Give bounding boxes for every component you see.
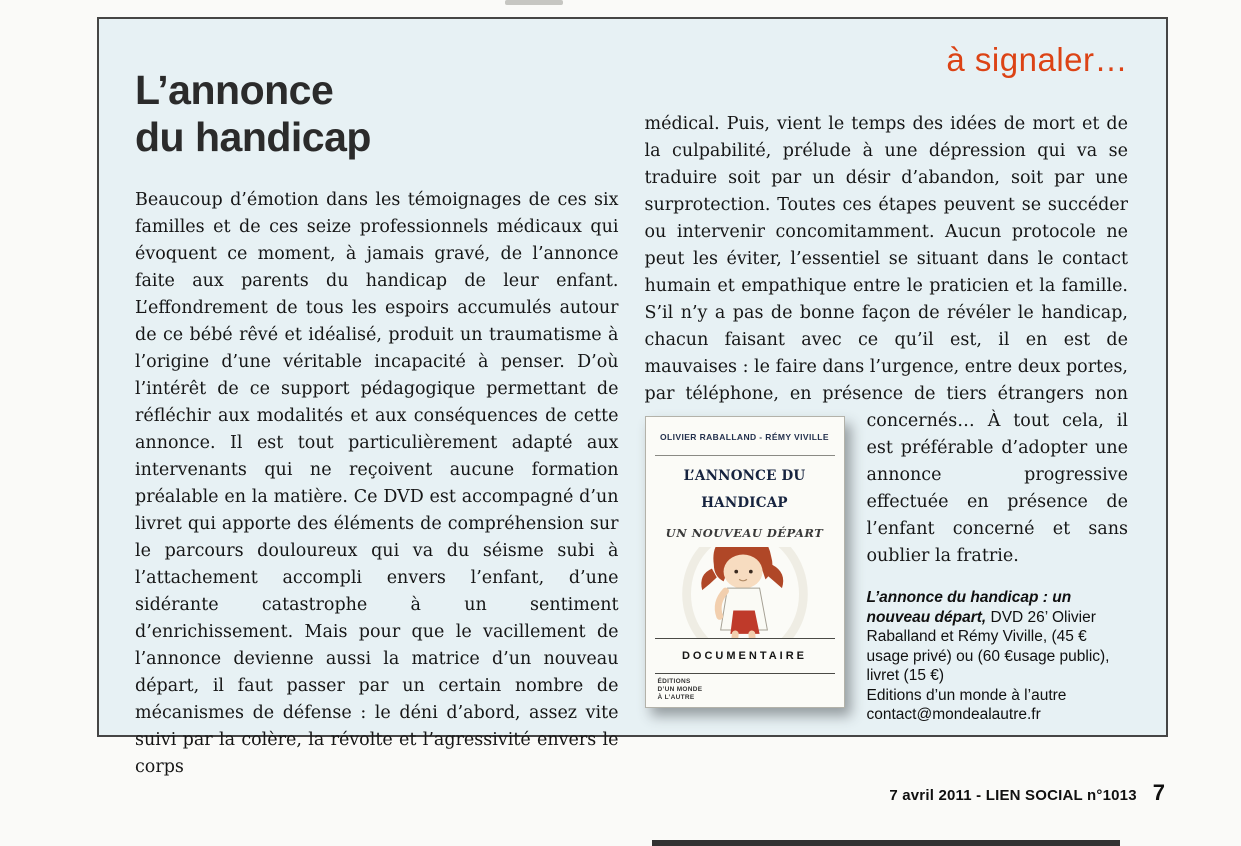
dvd-cover-subtitle: UN NOUVEAU DÉPART	[665, 526, 824, 540]
dvd-cover-illustration	[646, 547, 844, 638]
caption-details: DVD 26’ Olivier Raballand et Rémy Viville, (45 € usage privé) ou (60 €usage public), livret (15 €)	[866, 608, 1110, 684]
caption-title: L’annonce du handicap : un nouveau départ,	[866, 589, 1072, 626]
article-title-line2: du handicap	[135, 114, 371, 160]
article-title-line1: L’annonce	[135, 67, 334, 113]
footer-issue-info	[889, 787, 1136, 804]
publisher-line-3: À L’AUTRE	[657, 694, 695, 701]
scan-artifact-bottom	[652, 840, 1120, 846]
girl-illustration-icon	[676, 547, 814, 638]
caption-publisher: Editions d’un monde à l’autre	[866, 686, 1067, 704]
article-body-left: Beaucoup d’émotion dans les témoignages de ces six familles et de ces seize professionnels médicaux qui évoquent ce moment, à jamais gravé, de l’annonce faite aux parents du handicap de leur enfant. L’effondrement de tous les espoirs accumulés autour de ce bébé rêvé et idéalisé, produit un traumatisme à l’origine d’une véritable incapacité à penser. D’où l’intérêt de ce support pédagogique permettant de réfléchir aux modalités et aux conséquences de cette annonce. Il est tout particulièrement adapté aux intervenants qui ne reçoivent aucune formation préalable en la matière. Ce DVD est accompagné d’un livret qui apporte des éléments de compréhension sur le parcours douloureux qui va du séisme subi à l’attachement accompli envers l’enfant, d’une sidérante catastrophe à un sentiment d’enrichissement. Mais pour que le vacillement de l’annonce devienne aussi la matrice d’un nouveau départ, il faut passer par un certain nombre de mécanismes de défense : le déni d’abord, assez vite suivi par la colère, la révolte et l’agressivité envers le corps	[135, 190, 619, 777]
page-footer	[889, 780, 1165, 806]
publisher-line-2: D’UN MONDE	[657, 686, 703, 693]
right-column	[645, 33, 1129, 781]
dvd-cover-publisher	[646, 674, 844, 707]
scan-artifact-top	[505, 0, 563, 5]
publisher-line-1: ÉDITIONS	[657, 678, 691, 685]
dvd-cover-authors: OLIVIER RABALLAND - RÉMY VIVILLE	[655, 417, 835, 456]
footer-page-number: 7	[1152, 780, 1165, 805]
dvd-cover-card	[645, 416, 845, 708]
footer-journal-name: LIEN SOCIAL n°1013	[985, 787, 1137, 804]
article-title	[135, 67, 619, 161]
section-label: à signaler…	[946, 41, 1128, 78]
footer-date: 7 avril 2011 -	[889, 787, 986, 804]
caption-email: contact@mondealautre.fr	[866, 706, 1041, 723]
dvd-cover	[645, 416, 849, 708]
article-text-right-b: cela, il est préférable d’adopter une annonce progressive effectuée en présence de l’enfant concerné et sans oublier la fratrie.	[866, 411, 1129, 566]
left-column	[135, 33, 619, 781]
article-text-right-a: médical. Puis, vient le temps des idées de mort et de la culpabilité, prélude à une dépression qui va se traduire soit par un désir d’abandon, soit par une surprotection. Toutes ces étapes peuvent se succéder ou intervenir concomitamment. Aucun protocole ne peut les éviter, l’essentiel se situant dans le contact humain et empathique entre le praticien et la famille. S’il n’y a pas de bonne façon de révéler le handicap, chacun faisant avec ce qu’il est, il en est de mauvaises : le faire dans l’urgence, entre deux portes, par téléphone, en présence de tiers étrangers non concernés… À tout	[644, 114, 1128, 431]
dvd-cover-title: L’ANNONCE DU HANDICAP	[683, 468, 806, 511]
article-columns	[135, 33, 1128, 781]
dvd-cover-genre: DOCUMENTAIRE	[655, 638, 835, 674]
article-box	[97, 17, 1168, 777]
